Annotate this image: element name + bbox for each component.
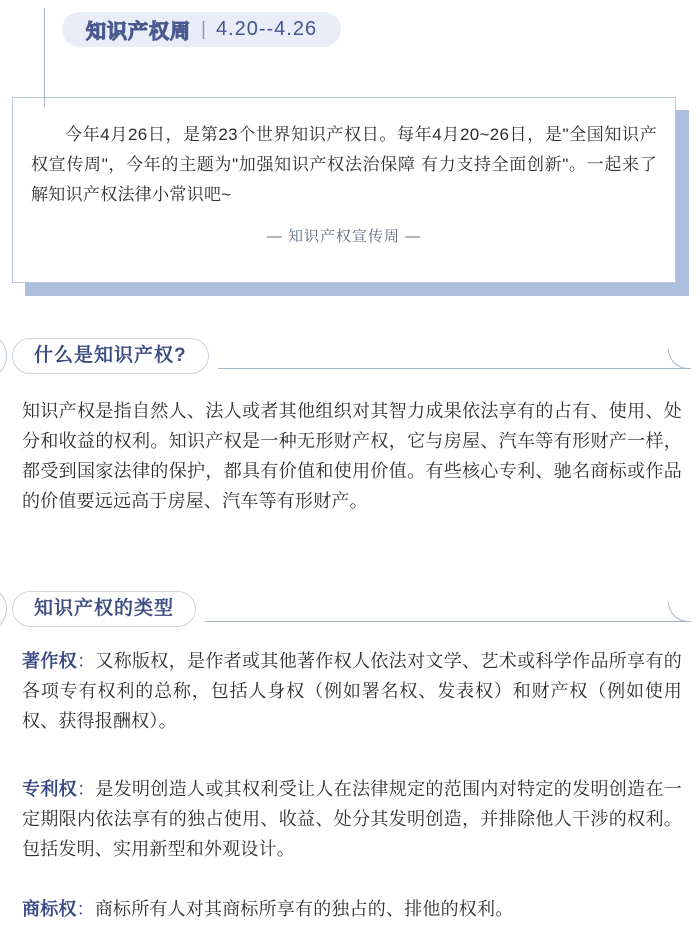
- section2-heading-pill: 知识产权的类型: [12, 591, 196, 627]
- badge-separator: |: [201, 18, 206, 40]
- left-edge-circle-decoration-2: [0, 586, 7, 632]
- section-heading-what-is-ip: [12, 338, 699, 374]
- patent-colon: ：: [77, 779, 96, 799]
- definition-patent: [22, 774, 682, 864]
- left-edge-circle-decoration-1: [0, 333, 7, 379]
- trademark-colon: ：: [76, 899, 95, 919]
- heading-rule-1: [209, 338, 699, 374]
- trademark-term: 商标权: [22, 899, 77, 919]
- section1-body: 知识产权是指自然人、法人或者其他组织对其智力成果依法享有的占有、使用、处分和收益的权利。知识产权是一种无形财产权，它与房屋、汽车等有形财产一样，都受到国家法律的保护，都具有价值和使用价值。有些核心专利、驰名商标或作品的价值要远远高于房屋、汽车等有形财产。: [22, 401, 682, 511]
- copyright-text: 又称版权，是作者或其他著作权人依法对文学、艺术或科学作品所享有的各项专有权利的总称，包括人身权（例如署名权、发表权）和财产权（例如使用权、获得报酬权）。: [22, 651, 682, 731]
- heading-rule-hook-1: [668, 349, 688, 369]
- intro-card: [12, 97, 676, 283]
- badge-title: 知识产权周: [86, 21, 191, 43]
- intro-signature: — 知识产权宣传周 —: [266, 228, 422, 245]
- heading-rule-2: [196, 591, 699, 627]
- badge-connector-line: [44, 8, 45, 107]
- definition-trademark: [22, 894, 682, 924]
- trademark-text: 商标所有人对其商标所享有的独占的、排他的权利。: [94, 899, 514, 919]
- copyright-term: 著作权: [22, 651, 78, 671]
- heading-rule-hook-2: [668, 602, 688, 622]
- patent-text: 是发明创造人或其权利受让人在法律规定的范围内对特定的发明创造在一定期限内依法享有的独占使用、收益、处分其发明创造，并排除他人干涉的权利。包括发明、实用新型和外观设计。: [22, 779, 682, 859]
- definition-copyright: [22, 646, 682, 736]
- section1-heading-pill: 什么是知识产权?: [12, 338, 209, 374]
- heading-rule-line-2: [205, 621, 691, 622]
- intro-paragraph: 今年4月26日，是第23个世界知识产权日。每年4月20~26日，是"全国知识产权宣传周"，今年的主题为"加强知识产权法治保障 有力支持全面创新"。一起来了解知识产权法律小常识吧~: [31, 125, 657, 204]
- patent-term: 专利权: [22, 779, 78, 799]
- badge-date-range: 4.20--4.26: [215, 18, 318, 40]
- header-badge: [62, 12, 341, 47]
- section-heading-ip-types: [12, 591, 699, 627]
- heading-rule-line-1: [218, 368, 691, 369]
- copyright-colon: ：: [77, 651, 96, 671]
